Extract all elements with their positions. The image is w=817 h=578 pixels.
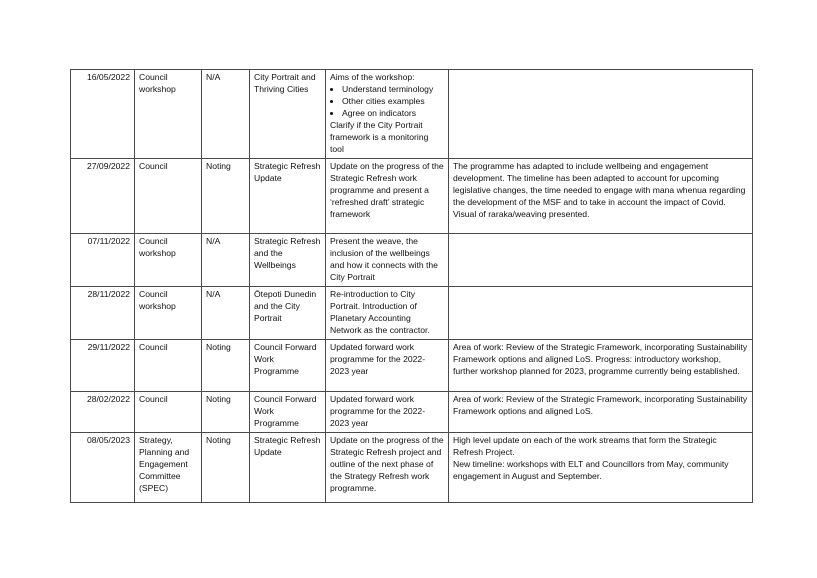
- table-row: [71, 433, 753, 503]
- table-row: [71, 234, 753, 287]
- notes-cell: [449, 287, 753, 340]
- topic-cell: Strategic Refresh and the Wellbeings: [250, 234, 326, 287]
- table-row: [71, 287, 753, 340]
- meeting-cell: Council: [135, 159, 202, 234]
- summary-cell: Update on the progress of the Strategic Refresh project and outline of the next phase of the Strategy Refresh work programme.: [326, 433, 449, 503]
- summary-after: Clarify if the City Portrait framework is a monitoring tool: [330, 120, 429, 154]
- decision-cell: Noting: [202, 159, 250, 234]
- decision-cell: Noting: [202, 392, 250, 433]
- summary-cell: Updated forward work programme for the 2022-2023 year: [326, 340, 449, 392]
- list-item: • Other cities examples: [342, 95, 444, 107]
- decision-cell: N/A: [202, 234, 250, 287]
- meeting-cell: Strategy, Planning and Engagement Committee (SPEC): [135, 433, 202, 503]
- decision-cell: N/A: [202, 70, 250, 159]
- notes-text-extra: Visual of raraka/weaving presented.: [453, 209, 590, 219]
- topic-cell: Strategic Refresh Update: [250, 433, 326, 503]
- notes-cell: [449, 433, 753, 503]
- aims-list: [330, 83, 444, 119]
- topic-cell: Ōtepoti Dunedin and the City Portrait: [250, 287, 326, 340]
- table-row: [71, 159, 753, 234]
- topic-cell: Council Forward Work Programme: [250, 340, 326, 392]
- date-cell: 29/11/2022: [71, 340, 135, 392]
- timeline-table: [70, 69, 753, 503]
- topic-cell: Council Forward Work Programme: [250, 392, 326, 433]
- summary-cell: [326, 70, 449, 159]
- notes-cell: [449, 234, 753, 287]
- date-cell: 16/05/2022: [71, 70, 135, 159]
- notes-cell: Area of work: Review of the Strategic Framework, incorporating Sustainability Framework options and aligned LoS. Progress: introductory workshop, further workshop planned for 2023, programme currently being established.: [449, 340, 753, 392]
- notes-text-extra: New timeline: workshops with ELT and Councillors from May, community engagement in August and September.: [453, 459, 729, 481]
- date-cell: 27/09/2022: [71, 159, 135, 234]
- notes-cell: Area of work: Review of the Strategic Framework, incorporating Sustainability Framework options and aligned LoS.: [449, 392, 753, 433]
- table-row: [71, 70, 753, 159]
- date-cell: 08/05/2023: [71, 433, 135, 503]
- meeting-cell: Council workshop: [135, 287, 202, 340]
- summary-cell: Re-introduction to City Portrait. Introduction of Planetary Accounting Network as the contractor.: [326, 287, 449, 340]
- summary-cell: Present the weave, the inclusion of the wellbeings and how it connects with the City Portrait: [326, 234, 449, 287]
- meeting-cell: Council: [135, 392, 202, 433]
- notes-cell: [449, 159, 753, 234]
- list-item: • Understand terminology: [342, 83, 444, 95]
- date-cell: 07/11/2022: [71, 234, 135, 287]
- summary-intro: Aims of the workshop:: [330, 72, 415, 82]
- meeting-cell: Council workshop: [135, 70, 202, 159]
- list-item: • Agree on indicators: [342, 107, 444, 119]
- meeting-cell: Council: [135, 340, 202, 392]
- date-cell: 28/02/2022: [71, 392, 135, 433]
- decision-cell: N/A: [202, 287, 250, 340]
- table-row: [71, 392, 753, 433]
- notes-text: High level update on each of the work streams that form the Strategic Refresh Project.: [453, 435, 717, 457]
- meeting-cell: Council workshop: [135, 234, 202, 287]
- notes-cell: [449, 70, 753, 159]
- date-cell: 28/11/2022: [71, 287, 135, 340]
- topic-cell: City Portrait and Thriving Cities: [250, 70, 326, 159]
- summary-cell: Updated forward work programme for the 2022-2023 year: [326, 392, 449, 433]
- notes-text: The programme has adapted to include wellbeing and engagement development. The timeline has been adapted to account for upcoming legislative changes, the time needed to engage with mana whenua regarding the development of the MSF and to take in account the impact of Covid.: [453, 161, 746, 207]
- table-row: [71, 340, 753, 392]
- topic-cell: Strategic Refresh Update: [250, 159, 326, 234]
- decision-cell: Noting: [202, 433, 250, 503]
- summary-cell: Update on the progress of the Strategic Refresh work programme and present a ‘refreshed draft’ strategic framework: [326, 159, 449, 234]
- decision-cell: Noting: [202, 340, 250, 392]
